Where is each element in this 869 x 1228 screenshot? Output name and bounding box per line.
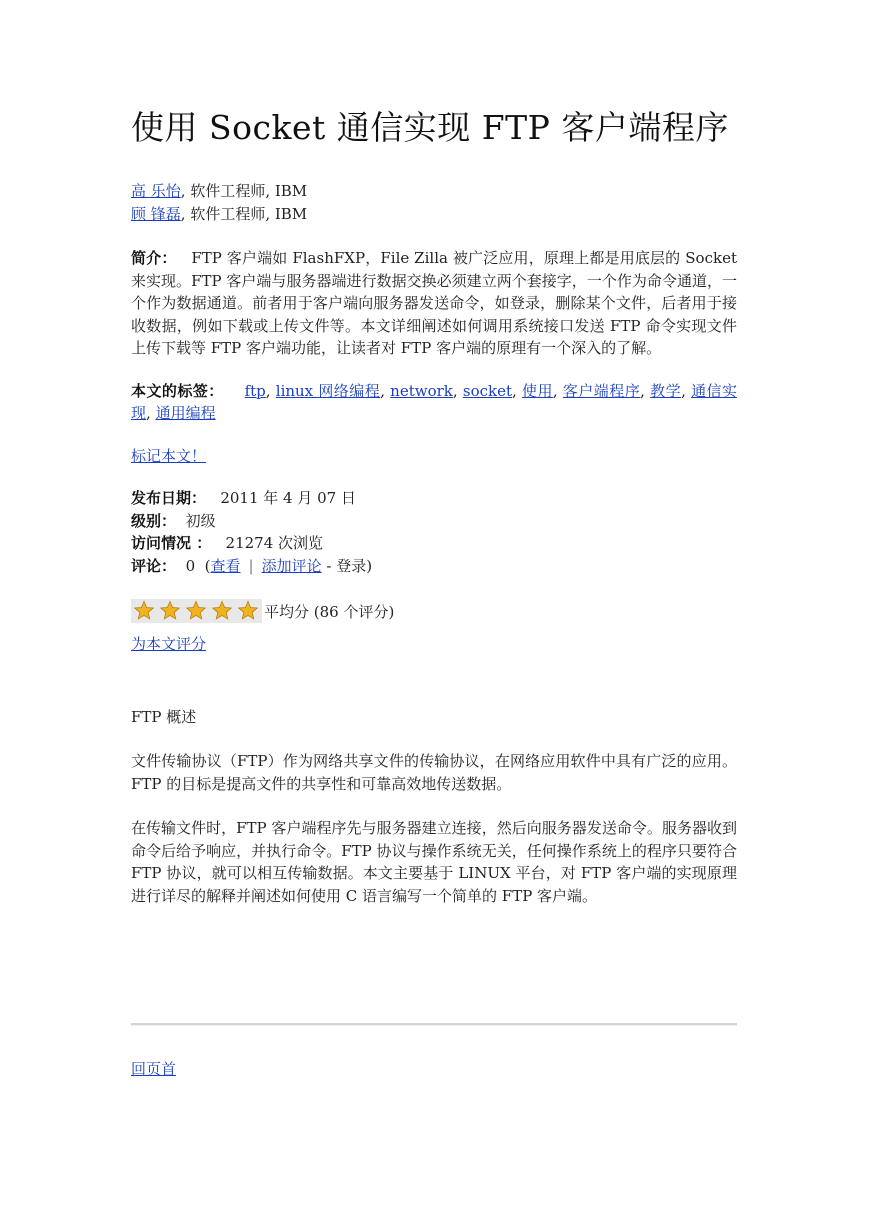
star-icon[interactable] — [159, 600, 181, 621]
level-row — [131, 510, 737, 533]
rate-row — [131, 633, 737, 656]
rating-average: 平均分 (86 个评分) — [264, 602, 395, 621]
tag-link[interactable]: 使用 — [522, 381, 553, 400]
summary — [131, 247, 737, 360]
publish-date-row — [131, 487, 737, 510]
tag-link[interactable]: 客户端程序 — [562, 381, 641, 400]
visits-row — [131, 532, 737, 555]
tag-link[interactable]: 通信实现 — [131, 381, 737, 422]
section-divider — [131, 1023, 737, 1026]
author-role: , 软件工程师, IBM — [180, 182, 308, 200]
section-title: FTP 概述 — [131, 707, 197, 726]
star-icon[interactable] — [185, 600, 207, 621]
tag-link[interactable]: ftp — [244, 381, 266, 400]
summary-label: 简介： — [131, 249, 177, 267]
rating-stars[interactable] — [131, 599, 262, 623]
tag-link[interactable]: 教学 — [650, 381, 682, 400]
rating-row — [131, 599, 737, 623]
comments-row — [131, 555, 737, 578]
comments-separator: | — [248, 556, 254, 575]
bookmark-row — [131, 445, 737, 468]
article — [131, 104, 737, 907]
article-title: 使用 Socket 通信实现 FTP 客户端程序 — [131, 108, 729, 147]
star-icon[interactable] — [133, 600, 155, 621]
level-label: 级别： — [131, 511, 177, 530]
rate-article-link[interactable]: 为本文评分 — [131, 635, 207, 653]
view-comments-link[interactable]: 查看 — [210, 556, 241, 575]
visits-label: 访问情况 ： — [131, 534, 212, 552]
back-to-top-row — [131, 1058, 176, 1080]
author-role: , 软件工程师, IBM — [180, 204, 308, 223]
paragraph: 文件传输协议（FTP）作为网络共享文件的传输协议，在网络应用软件中具有广泛的应用。FTP 的目标是提高文件的共享性和可靠高效地传送数据。 — [131, 752, 737, 793]
author-line — [131, 180, 737, 203]
author-line — [131, 203, 737, 226]
tag-link[interactable]: network — [390, 381, 453, 400]
star-icon[interactable] — [237, 600, 259, 621]
author-link[interactable]: 高 乐怡 — [131, 182, 181, 200]
paragraph: 在传输文件时，FTP 客户端程序先与服务器建立连接，然后向服务器发送命令。服务器收到命令后给予响应，并执行命令。FTP 协议与操作系统无关，任何操作系统上的程序只要符合 FTP 协议，就可以相互传输数据。本文主要基于 LINUX 平台，对 FTP 客户端的实现原理进行详尽的解释并阐述如何使用 C 语言编写一个简单的 FTP 客户端。 — [131, 819, 737, 905]
tag-link[interactable]: 通用编程 — [155, 404, 216, 422]
back-to-top-link[interactable]: 回页首 — [131, 1060, 177, 1078]
comments-count: 0 — [185, 556, 196, 575]
tags-label: 本文的标签： — [131, 381, 224, 400]
bookmark-link[interactable]: 标记本文！ — [131, 446, 207, 465]
comments-open: ( — [204, 556, 211, 575]
date-value: 2011 年 4 月 07 日 — [220, 489, 356, 507]
summary-text: FTP 客户端如 FlashFXP，File Zilla 被广泛应用，原理上都是用底层的 Socket 来实现。FTP 客户端与服务器端进行数据交换必须建立两个套接字，一个作为命令通道，一个作为数据通道。前者用于客户端向服务器发送命令，如登录，删除某个文件，后者用于接收数据，例如下载或上传文件等。本文详细阐述如何调用系统接口发送 FTP 命令实现文件上传下载等 FTP 客户端功能，让读者对 FTP 客户端的原理有一个深入的了解。 — [131, 249, 737, 357]
meta-info — [131, 487, 737, 577]
star-icon[interactable] — [211, 600, 233, 621]
tag-link[interactable]: socket — [462, 381, 512, 400]
date-label: 发布日期： — [131, 489, 207, 507]
level-value: 初级 — [185, 511, 216, 530]
comments-label: 评论： — [131, 556, 177, 575]
visits-value: 21274 次浏览 — [225, 534, 324, 552]
tags: 本文的标签： ftp, linux 网络编程, network, socket, 使用, 客户端程序, 教学, 通信实现, 通用编程 — [131, 381, 737, 422]
tag-link[interactable]: linux 网络编程 — [275, 381, 381, 400]
author-link[interactable]: 顾 锋磊 — [131, 204, 181, 223]
login-text: - 登录) — [326, 556, 373, 575]
add-comment-link[interactable]: 添加评论 — [261, 556, 322, 575]
